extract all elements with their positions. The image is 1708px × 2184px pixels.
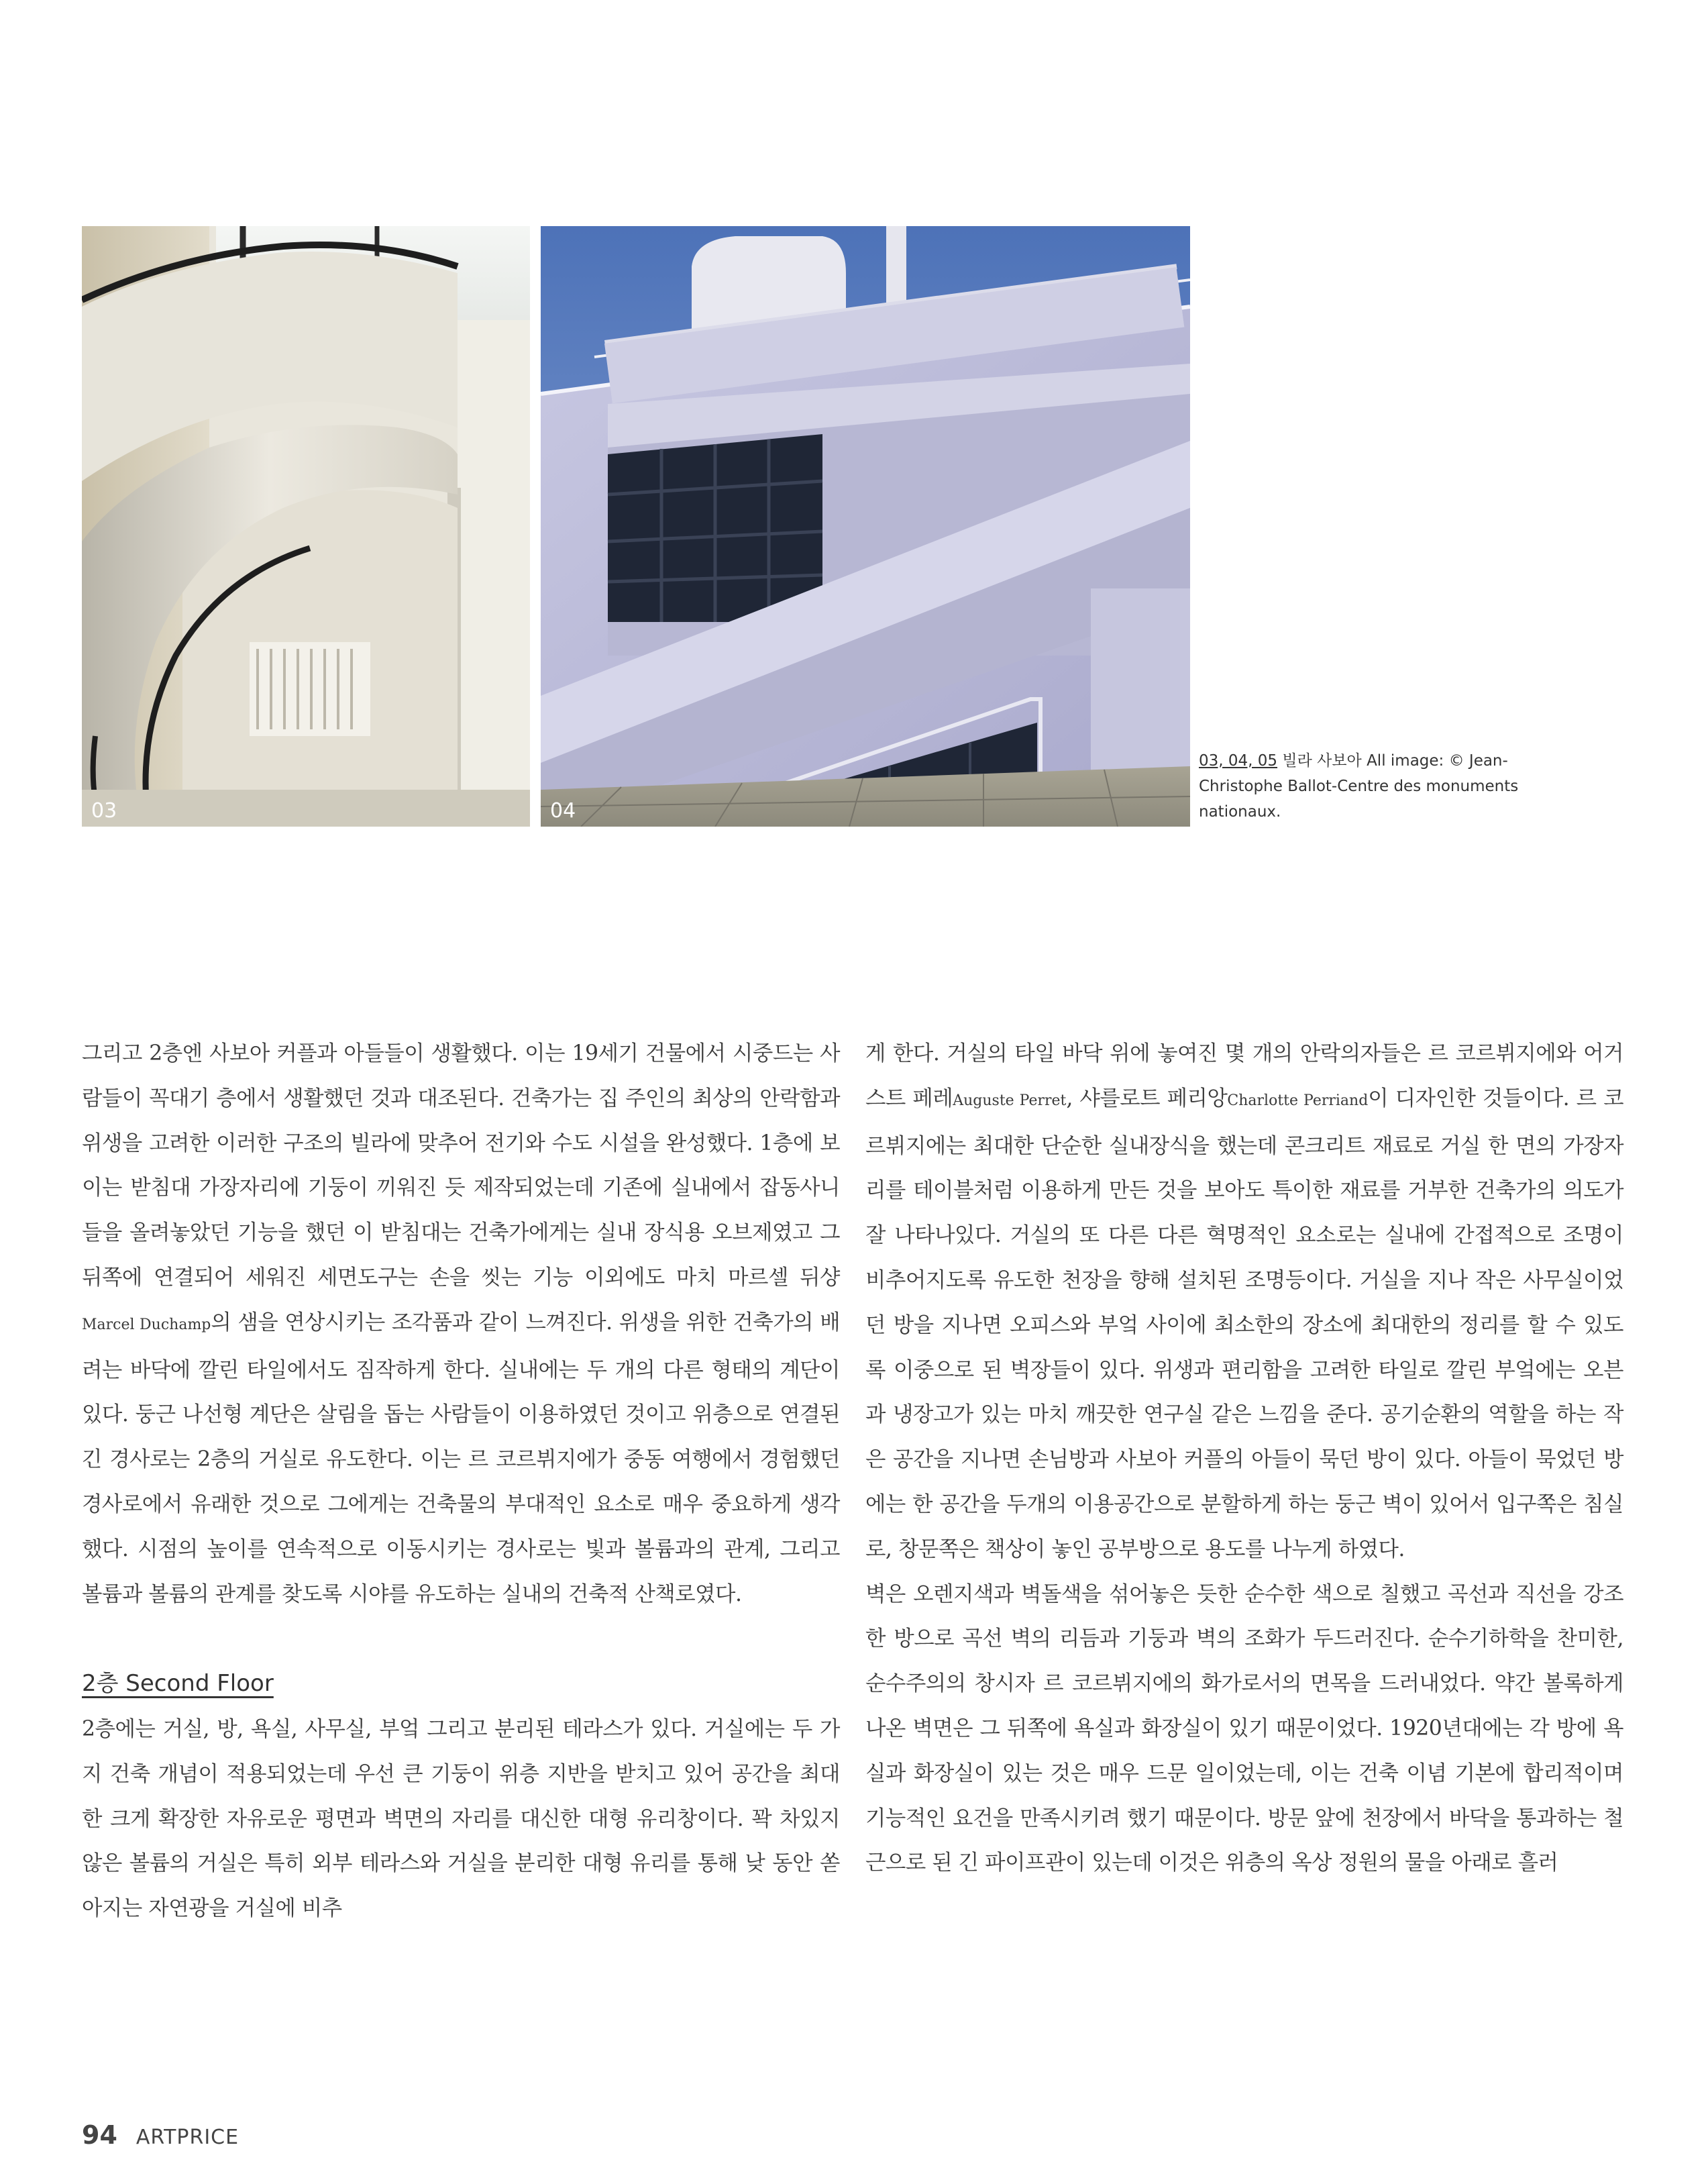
foreign-name: Charlotte Perriand [1227, 1092, 1369, 1109]
body-paragraph: 벽은 오렌지색과 벽돌색을 섞어놓은 듯한 순수한 색으로 칠했고 곡선과 직선을 강조한 방으로 곡선 벽의 리듬과 기둥과 벽의 조화가 두드러진다. 순수기하학을 찬미한, 순수주의의 창시자 르 코르뷔지에의 화가로서의 면목을 드러내었다. 약간 볼록하게 나온 벽면은 그 뒤쪽에 욕실과 화장실이 있기 때문이었다. 1920년대에는 각 방에 욕실과 화장실이 있는 것은 매우 드문 일이었는데, 이는 건축 이념 기본에 합리적이며 기능적인 요건을 만족시키려 했기 때문이다. 방문 앞에 천장에서 바닥을 통과하는 철근으로 된 긴 파이프관이 있는데 이것은 위층의 옥상 정원의 물을 아래로 흘러 [865, 1581, 1623, 1875]
ramp-facade-illustration [541, 226, 1190, 827]
publication-name: ARTPRICE [136, 2126, 239, 2149]
body-column-right [865, 1031, 1623, 1885]
body-paragraph [82, 1031, 840, 1616]
photo-spiral-staircase [82, 226, 530, 827]
caption-text: 빌라 사보아 All image: © Jean-Christophe Ballot-Centre des monuments nationaux. [1199, 752, 1519, 821]
body-text: 의 샘을 연상시키는 조각품과 같이 느껴진다. 위생을 위한 건축가의 배려는 바닥에 깔린 타일에서도 짐작하게 한다. 실내에는 두 개의 다른 형태의 계단이 있다. 둥근 나선형 계단은 살림을 돕는 사람들이 이용하였던 것이고 위층으로 연결된 긴 경사로는 2층의 거실로 유도한다. 이는 르 코르뷔지에가 중동 여행에서 경험했던 경사로에서 유래한 것으로 그에게는 건축물의 부대적인 요소로 매우 중요하게 생각했다. 시점의 높이를 연속적으로 이동시키는 경사로는 빛과 볼륨과의 관계, 그리고 볼륨과 볼륨의 관계를 찾도록 시야를 유도하는 실내의 건축적 산책로였다. [82, 1310, 840, 1606]
page-footer [82, 2120, 239, 2150]
body-column-left [82, 1031, 840, 1931]
photo-caption [1199, 748, 1574, 825]
caption-photo-numbers: 03, 04, 05 [1199, 752, 1278, 770]
body-paragraph: 2층에는 거실, 방, 욕실, 사무실, 부엌 그리고 분리된 테라스가 있다. 거실에는 두 가지 건축 개념이 적용되었는데 우선 큰 기둥이 위층 지반을 받치고 있어 공간을 최대한 크게 확장한 자유로운 평면과 벽면의 자리를 대신한 대형 유리창이다. 꽉 차있지 않은 볼륨의 거실은 특히 외부 테라스와 거실을 분리한 대형 유리를 통해 낮 동안 쏟아지는 자연광을 거실에 비추 [82, 1716, 840, 1921]
section-heading: 2층 Second Floor [82, 1670, 274, 1698]
body-text: 그리고 2층엔 사보아 커플과 아들들이 생활했다. 이는 19세기 건물에서 시중드는 사람들이 꼭대기 층에서 생활했던 것과 대조된다. 건축가는 집 주인의 최상의 안락함과 위생을 고려한 이러한 구조의 빌라에 맞추어 전기와 수도 시설을 완성했다. 1층에 보이는 받침대 가장자리에 기둥이 끼워진 듯 제작되었는데 기존에 실내에서 잡동사니들을 올려놓았던 기능을 했던 이 받침대는 건축가에게는 실내 장식용 오브제였고 그 뒤쪽에 연결되어 세워진 세면도구는 손을 씻는 기능 이외에도 마치 마르셀 뒤샹 [82, 1041, 840, 1290]
photo-ramp-facade [541, 226, 1190, 827]
body-text: 이 디자인한 것들이다. 르 코르뷔지에는 최대한 단순한 실내장식을 했는데 콘크리트 재료로 거실 한 면의 가장자리를 테이블처럼 이용하게 만든 것을 보아도 특이한 재료를 거부한 건축가의 의도가 잘 나타나있다. 거실의 또 다른 다른 혁명적인 요소로는 실내에 간접적으로 조명이 비추어지도록 유도한 천장을 향해 설치된 조명등이다. 거실을 지나 작은 사무실이었던 방을 지나면 오피스와 부엌 사이에 최소한의 장소에 최대한의 정리를 할 수 있도록 이중으로 된 벽장들이 있다. 위생과 편리함을 고려한 타일로 깔린 부엌에는 오븐과 냉장고가 있는 마치 깨끗한 연구실 같은 느낌을 준다. 공기순환의 역할을 하는 작은 공간을 지나면 손님방과 사보아 커플의 아들이 묵던 방이 있다. 아들이 묵었던 방에는 한 공간을 두개의 이용공간으로 분할하게 하는 둥근 벽이 있어서 입구쪽은 침실로, 창문쪽은 책상이 놓인 공부방으로 용도를 나누게 하였다. [865, 1086, 1623, 1561]
body-text: 게 한다. 거실의 타일 바닥 위에 놓여진 몇 개의 안락의자들은 르 코르뷔지에와 어거스트 페레 [865, 1041, 1623, 1110]
section-heading-line [82, 1661, 840, 1707]
body-text: , 샤를로트 페리앙 [1066, 1086, 1228, 1110]
photo-number-04: 04 [550, 799, 576, 823]
page-number: 94 [82, 2120, 117, 2150]
photo-number-03: 03 [91, 799, 117, 823]
spiral-staircase-illustration [82, 226, 530, 827]
foreign-name: Marcel Duchamp [82, 1316, 211, 1333]
body-paragraph [865, 1031, 1623, 1572]
foreign-name: Auguste Perret [953, 1092, 1067, 1109]
